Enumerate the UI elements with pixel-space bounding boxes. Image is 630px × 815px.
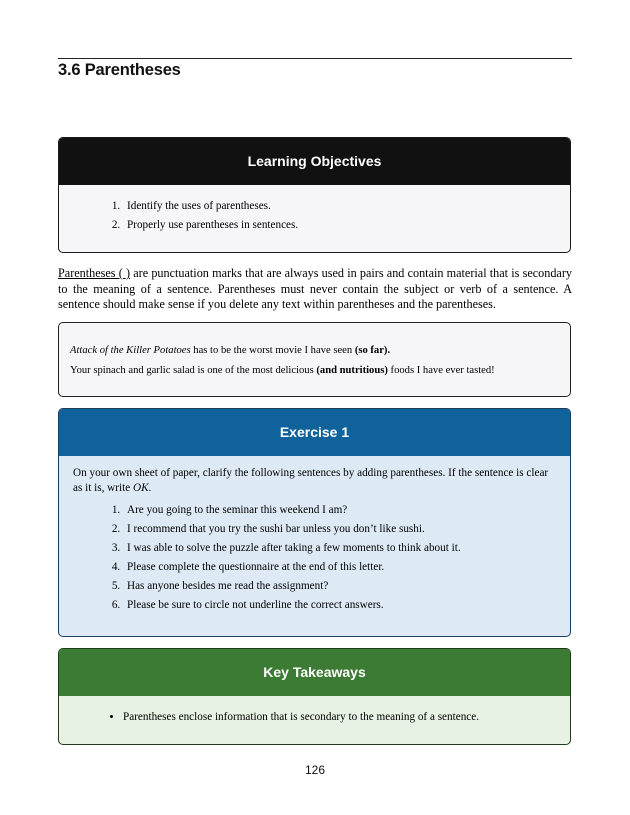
list-item: 5. Has anyone besides me read the assignment? [123, 577, 556, 596]
exercise-instructions: On your own sheet of paper, clarify the following sentences by adding parentheses. If the sentence is clear as it is, write OK. [73, 467, 549, 494]
exercise-heading: Exercise 1 [59, 409, 570, 456]
learning-objectives-box [58, 137, 571, 253]
learning-objectives-list [73, 197, 556, 235]
list-item: 3. I was able to solve the puzzle after taking a few moments to think about it. [123, 539, 556, 558]
list-item: 6. Please be sure to circle not underline the correct answers. [123, 596, 556, 615]
examples-box [58, 322, 571, 397]
section-title: 3.6 Parentheses [58, 61, 181, 79]
list-item: 1. Are you going to the seminar this weekend I am? [123, 501, 556, 520]
example-sentence-2: Your spinach and garlic salad is one of the most delicious (and nutritious) foods I have ever tasted! [70, 364, 495, 376]
section-rule [58, 58, 572, 59]
exercise-body [59, 456, 570, 625]
intro-text: are punctuation marks that are always used in pairs and contain material that is secondary to the meaning of a sentence. Parentheses must never contain the subject or verb of a sentence. A sentence should make sense if you delete any text within parentheses and the parentheses. [58, 266, 572, 311]
key-takeaways-heading: Key Takeaways [59, 649, 570, 696]
exercise-box [58, 408, 571, 637]
exercise-list [73, 501, 556, 615]
list-item: 4. Please complete the questionnaire at the end of this letter. [123, 558, 556, 577]
term-parentheses: Parentheses ( ) [58, 266, 131, 280]
learning-objectives-body [59, 185, 570, 245]
example-sentence-1: Attack of the Killer Potatoes has to be the worst movie I have seen (so far). [70, 345, 391, 356]
list-item: 1. Identify the uses of parentheses. [123, 197, 556, 216]
movie-title: Attack of the Killer Potatoes [70, 345, 191, 356]
key-takeaways-list [73, 708, 556, 727]
examples-body [59, 323, 570, 380]
list-item: 2. Properly use parentheses in sentences. [123, 216, 556, 235]
key-takeaways-box [58, 648, 571, 745]
parenthetical-text: (and nutritious) [316, 364, 388, 376]
key-takeaways-body [59, 696, 570, 737]
learning-objectives-heading: Learning Objectives [59, 138, 570, 185]
list-item: • Parentheses enclose information that is secondary to the meaning of a sentence. [123, 708, 556, 727]
list-item: 2. I recommend that you try the sushi bar unless you don’t like sushi. [123, 520, 556, 539]
intro-paragraph [58, 266, 572, 313]
parenthetical-text: (so far). [354, 345, 391, 356]
page-number: 126 [304, 763, 326, 777]
